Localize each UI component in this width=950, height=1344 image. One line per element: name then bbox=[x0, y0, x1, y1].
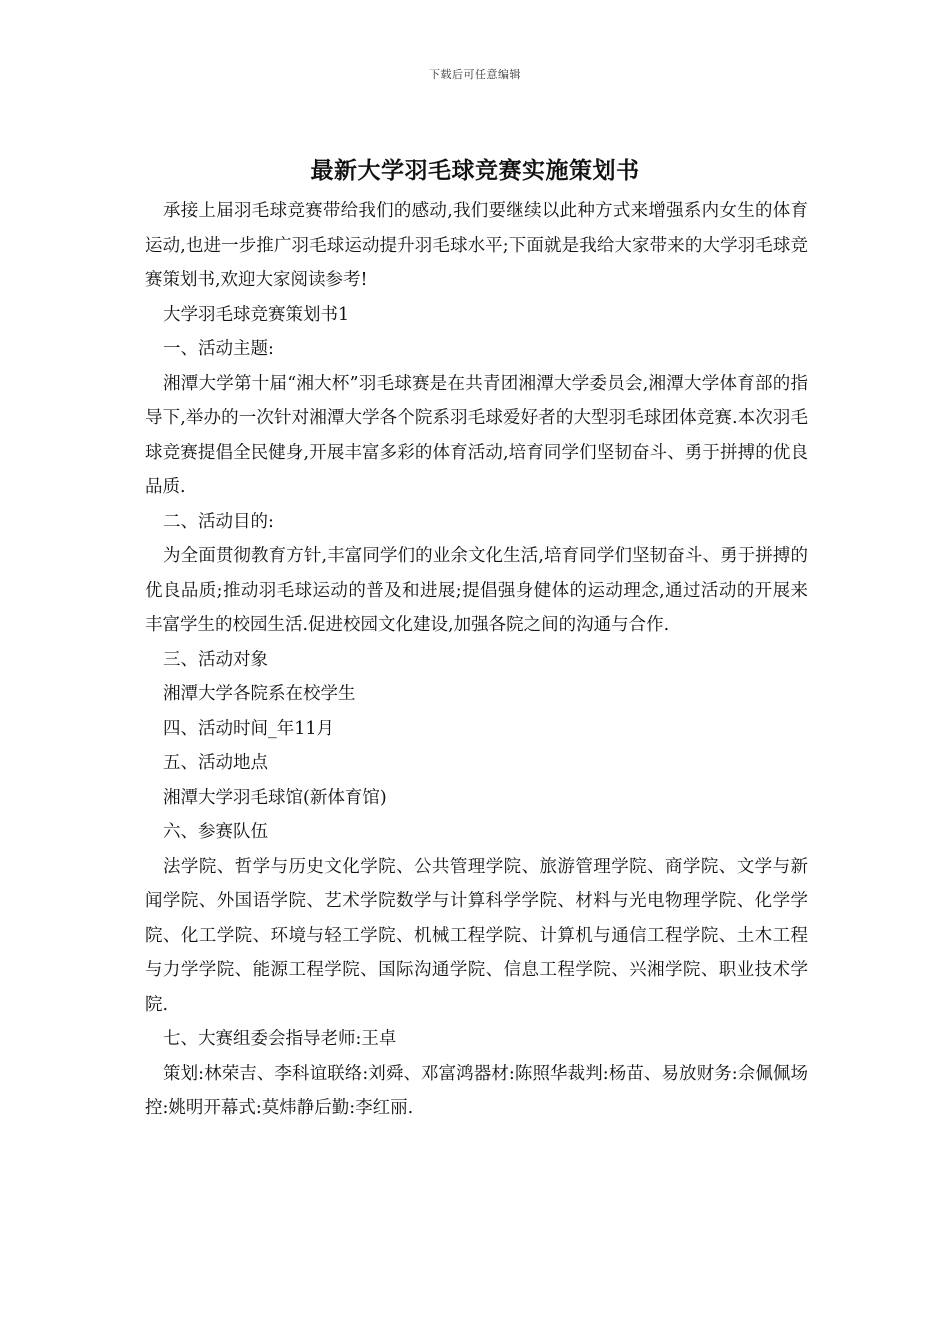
venue-paragraph: 湘潭大学羽毛球馆(新体育馆) bbox=[163, 787, 387, 808]
teams-paragraph: 法学院、哲学与历史文化学院、公共管理学院、旅游管理学院、商学院、文学与新闻学院、外国语学院、艺术学院数学与计算科学学院、材料与光电物理学院、化学学院、化工学院、环境与轻工学院、机械工程学院、计算机与通信工程学院、土木工程与力学学院、能源工程学院、国际沟通学院、信息工程学院、兴湘学院、职业技术学院. bbox=[145, 856, 808, 1015]
section-heading-time: 四、活动时间_年11月 bbox=[163, 718, 335, 739]
section-heading-committee: 七、大赛组委会指导老师:王卓 bbox=[163, 1029, 397, 1049]
section-heading-teams: 六、参赛队伍 bbox=[163, 822, 268, 842]
intro-paragraph: 承接上届羽毛球竞赛带给我们的感动,我们要继续以此种方式来增强系内女生的体育运动,也进一步推广羽毛球运动提升羽毛球水平;下面就是我给大家带来的大学羽毛球竞赛策划书,欢迎大家阅读参考! bbox=[145, 201, 808, 290]
section-heading-venue: 五、活动地点 bbox=[163, 753, 268, 773]
committee-paragraph: 策划:林荣吉、李科谊联络:刘舜、邓富鸿器材:陈照华裁判:杨苗、易放财务:佘佩佩场控:姚明开幕式:莫炜静后勤:李红丽. bbox=[145, 1063, 808, 1118]
participants-paragraph: 湘潭大学各院系在校学生 bbox=[163, 684, 356, 704]
header-note: 下载后可任意编辑 bbox=[429, 68, 521, 81]
section-heading-participants: 三、活动对象 bbox=[163, 649, 268, 670]
document-body bbox=[145, 194, 808, 1126]
theme-paragraph: 湘潭大学第十届“湘大杯”羽毛球赛是在共青团湘潭大学委员会,湘潭大学体育部的指导下,举办的一次针对湘潭大学各个院系羽毛球爱好者的大型羽毛球团体竞赛.本次羽毛球竞赛提倡全民健身,开展丰富多彩的体育活动,培育同学们坚韧奋斗、勇于拼搏的优良品质. bbox=[145, 373, 808, 497]
purpose-paragraph: 为全面贯彻教育方针,丰富同学们的业余文化生活,培育同学们坚韧奋斗、勇于拼搏的优良品质;推动羽毛球运动的普及和进展;提倡强身健体的运动理念,通过活动的开展来丰富学生的校园生活.促进校园文化建设,加强各院之间的沟通与合作. bbox=[145, 546, 808, 635]
document-title: 最新大学羽毛球竞赛实施策划书 bbox=[310, 157, 640, 184]
section-heading-theme: 一、活动主题: bbox=[163, 339, 274, 359]
section-heading-purpose: 二、活动目的: bbox=[163, 511, 274, 532]
plan-subtitle: 大学羽毛球竞赛策划书1 bbox=[163, 304, 350, 325]
